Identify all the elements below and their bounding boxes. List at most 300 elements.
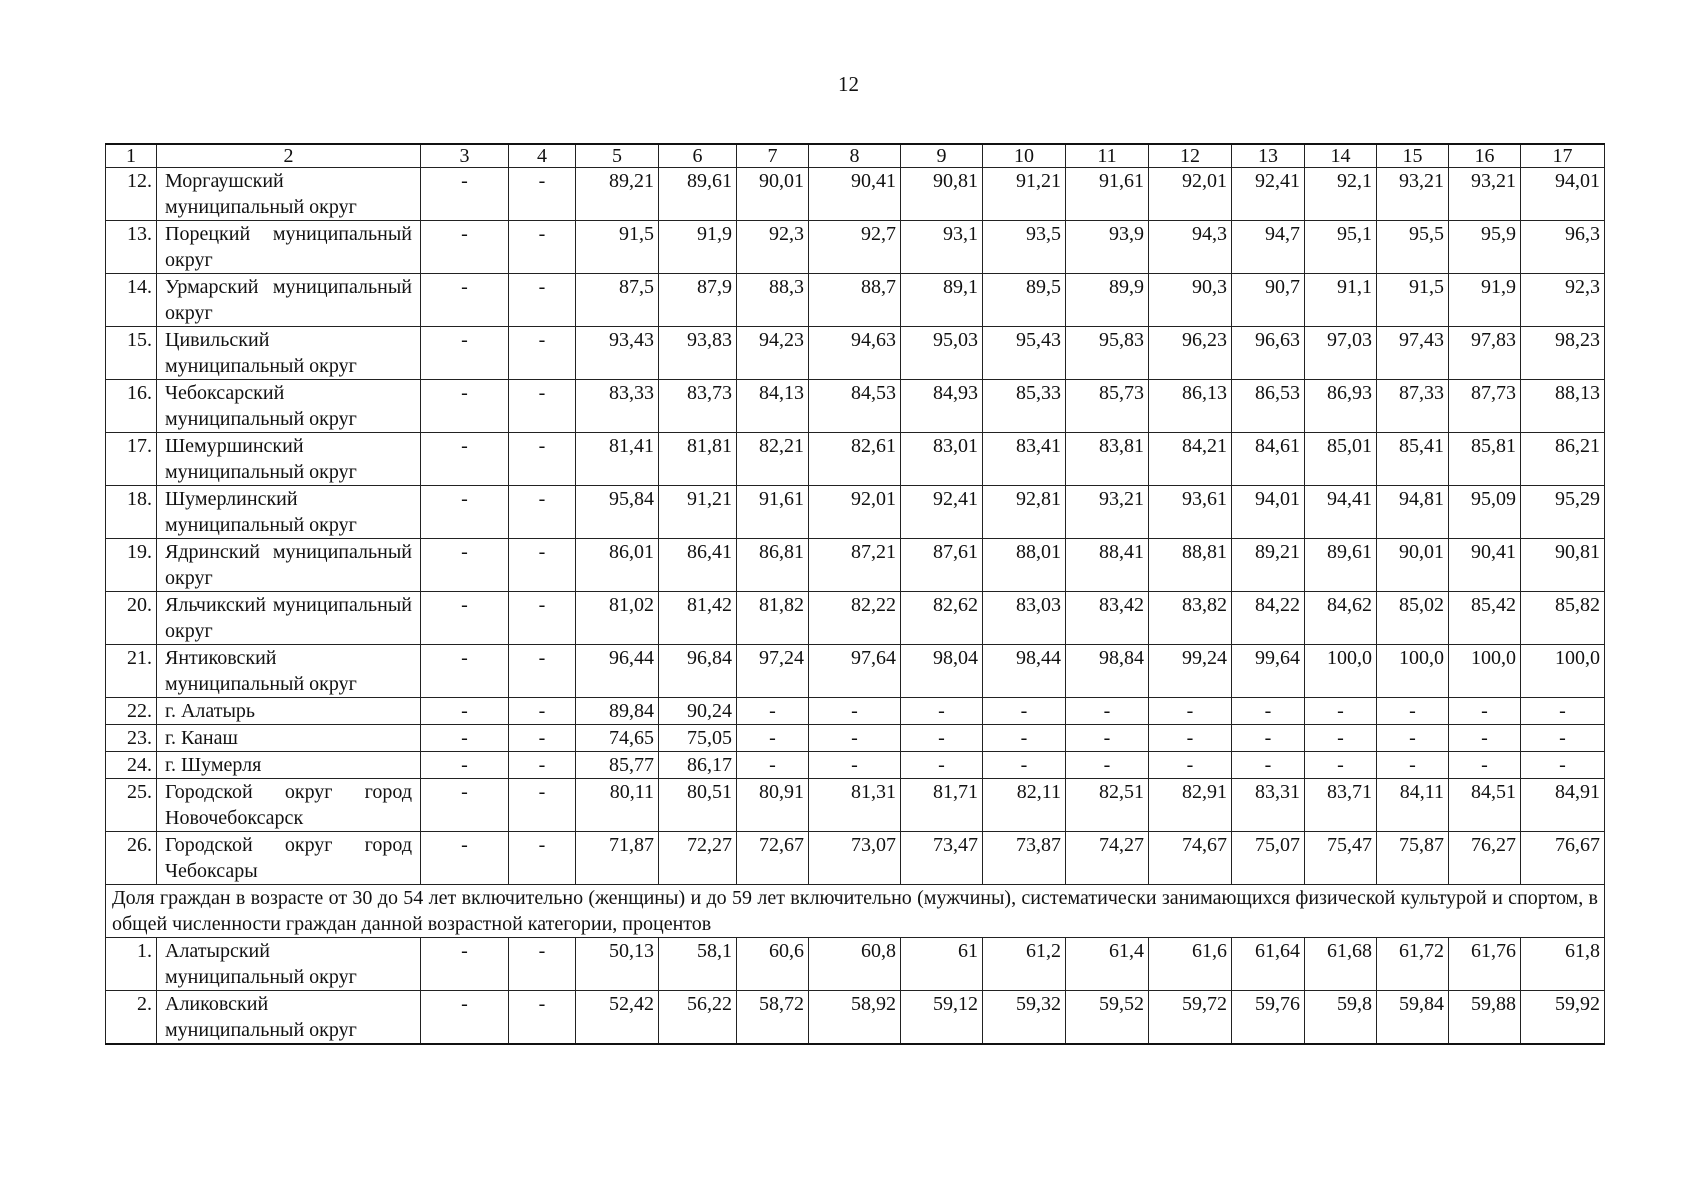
value-cell: - [509, 486, 576, 539]
municipality-name: Городской округ город Новочебоксарск [157, 779, 421, 832]
row-number: 12. [106, 168, 157, 221]
value-cell: 91,1 [1305, 274, 1377, 327]
value-cell: 75,05 [659, 725, 737, 752]
value-cell: 71,87 [576, 832, 659, 885]
value-cell: - [421, 327, 509, 380]
value-cell: 84,91 [1521, 779, 1605, 832]
table-row [106, 725, 1605, 752]
value-cell: 95,03 [901, 327, 983, 380]
table-row [106, 539, 1605, 592]
value-cell: 97,83 [1449, 327, 1521, 380]
value-cell: 82,62 [901, 592, 983, 645]
value-cell: 87,61 [901, 539, 983, 592]
column-number-header: 13 [1232, 144, 1305, 168]
value-cell: 81,31 [809, 779, 901, 832]
column-number-header: 8 [809, 144, 901, 168]
municipality-name: Городской округ город Чебоксары [157, 832, 421, 885]
value-cell: - [509, 539, 576, 592]
value-cell: 94,01 [1521, 168, 1605, 221]
value-cell: - [983, 698, 1066, 725]
table-row [106, 327, 1605, 380]
value-cell: 99,24 [1149, 645, 1232, 698]
value-cell: 83,31 [1232, 779, 1305, 832]
value-cell: 59,76 [1232, 991, 1305, 1045]
value-cell: 90,01 [1377, 539, 1449, 592]
value-cell: 83,41 [983, 433, 1066, 486]
value-cell: 56,22 [659, 991, 737, 1045]
value-cell: 83,33 [576, 380, 659, 433]
value-cell: 72,27 [659, 832, 737, 885]
value-cell: 86,41 [659, 539, 737, 592]
column-number-header: 3 [421, 144, 509, 168]
value-cell: 59,8 [1305, 991, 1377, 1045]
row-number: 21. [106, 645, 157, 698]
value-cell: 92,3 [737, 221, 809, 274]
value-cell: 93,21 [1066, 486, 1149, 539]
value-cell: - [421, 433, 509, 486]
value-cell: 90,41 [1449, 539, 1521, 592]
value-cell: 82,11 [983, 779, 1066, 832]
municipality-name: Шемуршинский муниципальный округ [157, 433, 421, 486]
value-cell: - [421, 991, 509, 1045]
value-cell: - [1305, 725, 1377, 752]
column-number-header: 11 [1066, 144, 1149, 168]
value-cell: 93,21 [1377, 168, 1449, 221]
value-cell: 92,7 [809, 221, 901, 274]
value-cell: - [1305, 752, 1377, 779]
municipality-name: Яльчикский муниципальный округ [157, 592, 421, 645]
value-cell: 61,68 [1305, 938, 1377, 991]
value-cell: - [509, 698, 576, 725]
value-cell: 88,01 [983, 539, 1066, 592]
value-cell: 93,1 [901, 221, 983, 274]
value-cell: 98,84 [1066, 645, 1149, 698]
value-cell: 97,24 [737, 645, 809, 698]
value-cell: 85,82 [1521, 592, 1605, 645]
value-cell: 93,83 [659, 327, 737, 380]
value-cell: 86,93 [1305, 380, 1377, 433]
value-cell: 82,61 [809, 433, 901, 486]
municipality-name: Аликовский муниципальный округ [157, 991, 421, 1045]
row-number: 14. [106, 274, 157, 327]
row-number: 24. [106, 752, 157, 779]
value-cell: - [1149, 725, 1232, 752]
value-cell: 81,81 [659, 433, 737, 486]
page-number: 12 [838, 72, 859, 96]
value-cell: - [1377, 725, 1449, 752]
value-cell: 87,73 [1449, 380, 1521, 433]
row-number: 18. [106, 486, 157, 539]
value-cell: 58,1 [659, 938, 737, 991]
value-cell: 94,23 [737, 327, 809, 380]
municipality-name: Янтиковский муниципальный округ [157, 645, 421, 698]
value-cell: 80,91 [737, 779, 809, 832]
value-cell: 90,81 [901, 168, 983, 221]
value-cell: 100,0 [1521, 645, 1605, 698]
table-row [106, 645, 1605, 698]
value-cell: 100,0 [1377, 645, 1449, 698]
column-number-header: 7 [737, 144, 809, 168]
row-number: 16. [106, 380, 157, 433]
value-cell: 86,13 [1149, 380, 1232, 433]
value-cell: - [421, 486, 509, 539]
value-cell: 95,83 [1066, 327, 1149, 380]
value-cell: 59,88 [1449, 991, 1521, 1045]
value-cell: 84,22 [1232, 592, 1305, 645]
value-cell: 75,87 [1377, 832, 1449, 885]
value-cell: - [509, 991, 576, 1045]
value-cell: 88,41 [1066, 539, 1149, 592]
value-cell: 97,03 [1305, 327, 1377, 380]
value-cell: 61,6 [1149, 938, 1232, 991]
value-cell: - [1377, 698, 1449, 725]
value-cell: - [809, 752, 901, 779]
value-cell: 58,72 [737, 991, 809, 1045]
value-cell: 87,33 [1377, 380, 1449, 433]
value-cell: - [1149, 698, 1232, 725]
value-cell: 75,07 [1232, 832, 1305, 885]
value-cell: - [421, 779, 509, 832]
municipality-name: Шумерлинский муниципальный округ [157, 486, 421, 539]
value-cell: - [1521, 725, 1605, 752]
value-cell: - [983, 752, 1066, 779]
value-cell: - [421, 698, 509, 725]
value-cell: 74,27 [1066, 832, 1149, 885]
table-row [106, 991, 1605, 1045]
value-cell: 73,07 [809, 832, 901, 885]
column-number-header: 6 [659, 144, 737, 168]
row-number: 17. [106, 433, 157, 486]
row-number: 15. [106, 327, 157, 380]
value-cell: - [1521, 752, 1605, 779]
municipality-name: Ядринский муниципальный округ [157, 539, 421, 592]
value-cell: 90,3 [1149, 274, 1232, 327]
value-cell: 83,42 [1066, 592, 1149, 645]
value-cell: 60,6 [737, 938, 809, 991]
value-cell: 94,81 [1377, 486, 1449, 539]
row-number: 13. [106, 221, 157, 274]
column-number-header: 4 [509, 144, 576, 168]
value-cell: 95,09 [1449, 486, 1521, 539]
value-cell: 89,61 [1305, 539, 1377, 592]
column-number-header: 14 [1305, 144, 1377, 168]
value-cell: 83,03 [983, 592, 1066, 645]
table-body [106, 144, 1605, 1044]
value-cell: 81,42 [659, 592, 737, 645]
value-cell: - [1149, 752, 1232, 779]
table-row [106, 274, 1605, 327]
value-cell: 61,8 [1521, 938, 1605, 991]
value-cell: - [509, 433, 576, 486]
value-cell: 91,21 [659, 486, 737, 539]
municipality-name: г. Шумерля [157, 752, 421, 779]
value-cell: - [509, 274, 576, 327]
value-cell: 61,64 [1232, 938, 1305, 991]
value-cell: 82,91 [1149, 779, 1232, 832]
value-cell: 73,87 [983, 832, 1066, 885]
value-cell: - [901, 698, 983, 725]
value-cell: 59,12 [901, 991, 983, 1045]
table-row [106, 592, 1605, 645]
value-cell: 84,53 [809, 380, 901, 433]
value-cell: 88,3 [737, 274, 809, 327]
value-cell: 85,81 [1449, 433, 1521, 486]
value-cell: - [421, 221, 509, 274]
value-cell: 92,01 [809, 486, 901, 539]
column-number-row [106, 144, 1605, 168]
value-cell: 85,01 [1305, 433, 1377, 486]
value-cell: - [1521, 698, 1605, 725]
value-cell: 84,13 [737, 380, 809, 433]
value-cell: - [421, 645, 509, 698]
value-cell: - [421, 539, 509, 592]
table-row [106, 380, 1605, 433]
value-cell: 91,61 [737, 486, 809, 539]
value-cell: 59,84 [1377, 991, 1449, 1045]
value-cell: 84,11 [1377, 779, 1449, 832]
value-cell: 95,84 [576, 486, 659, 539]
value-cell: 90,01 [737, 168, 809, 221]
value-cell: 91,9 [1449, 274, 1521, 327]
value-cell: 94,7 [1232, 221, 1305, 274]
value-cell: - [421, 725, 509, 752]
row-number: 23. [106, 725, 157, 752]
table-row [106, 752, 1605, 779]
row-number: 20. [106, 592, 157, 645]
value-cell: 89,84 [576, 698, 659, 725]
value-cell: - [509, 327, 576, 380]
value-cell: 88,7 [809, 274, 901, 327]
value-cell: - [509, 380, 576, 433]
value-cell: 89,61 [659, 168, 737, 221]
value-cell: 81,82 [737, 592, 809, 645]
value-cell: 92,3 [1521, 274, 1605, 327]
value-cell: 85,77 [576, 752, 659, 779]
value-cell: - [421, 168, 509, 221]
value-cell: 81,71 [901, 779, 983, 832]
municipality-name: г. Алатырь [157, 698, 421, 725]
value-cell: 90,7 [1232, 274, 1305, 327]
value-cell: 100,0 [1305, 645, 1377, 698]
value-cell: 86,17 [659, 752, 737, 779]
value-cell: - [421, 274, 509, 327]
row-number: 22. [106, 698, 157, 725]
value-cell: 84,93 [901, 380, 983, 433]
value-cell: - [421, 592, 509, 645]
value-cell: 92,01 [1149, 168, 1232, 221]
value-cell: 73,47 [901, 832, 983, 885]
municipality-name: Порецкий муниципальный округ [157, 221, 421, 274]
value-cell: 91,21 [983, 168, 1066, 221]
row-number: 26. [106, 832, 157, 885]
value-cell: 86,21 [1521, 433, 1605, 486]
municipality-name: Алатырский муниципальный округ [157, 938, 421, 991]
value-cell: 91,5 [1377, 274, 1449, 327]
value-cell: - [809, 698, 901, 725]
value-cell: - [1066, 698, 1149, 725]
value-cell: 61,76 [1449, 938, 1521, 991]
value-cell: 88,13 [1521, 380, 1605, 433]
value-cell: 85,42 [1449, 592, 1521, 645]
value-cell: 80,51 [659, 779, 737, 832]
value-cell: 96,23 [1149, 327, 1232, 380]
value-cell: 97,43 [1377, 327, 1449, 380]
value-cell: - [983, 725, 1066, 752]
table-row [106, 938, 1605, 991]
value-cell: - [509, 752, 576, 779]
value-cell: 59,92 [1521, 991, 1605, 1045]
value-cell: 89,21 [576, 168, 659, 221]
value-cell: 81,02 [576, 592, 659, 645]
row-number: 25. [106, 779, 157, 832]
value-cell: 59,52 [1066, 991, 1149, 1045]
value-cell: 83,82 [1149, 592, 1232, 645]
value-cell: 87,9 [659, 274, 737, 327]
value-cell: - [509, 221, 576, 274]
value-cell: - [509, 645, 576, 698]
value-cell: 86,81 [737, 539, 809, 592]
column-number-header: 9 [901, 144, 983, 168]
value-cell: - [737, 698, 809, 725]
municipality-name: Моргаушский муниципальный округ [157, 168, 421, 221]
table-row [106, 698, 1605, 725]
table-row [106, 221, 1605, 274]
value-cell: 82,21 [737, 433, 809, 486]
value-cell: 89,21 [1232, 539, 1305, 592]
value-cell: 97,64 [809, 645, 901, 698]
value-cell: 98,04 [901, 645, 983, 698]
value-cell: - [1449, 698, 1521, 725]
value-cell: 82,51 [1066, 779, 1149, 832]
value-cell: 76,27 [1449, 832, 1521, 885]
value-cell: 96,63 [1232, 327, 1305, 380]
value-cell: 76,67 [1521, 832, 1605, 885]
value-cell: 95,43 [983, 327, 1066, 380]
value-cell: 87,21 [809, 539, 901, 592]
column-number-header: 17 [1521, 144, 1605, 168]
value-cell: 93,9 [1066, 221, 1149, 274]
table-row [106, 168, 1605, 221]
value-cell: 80,11 [576, 779, 659, 832]
value-cell: - [421, 832, 509, 885]
value-cell: 95,9 [1449, 221, 1521, 274]
value-cell: 95,29 [1521, 486, 1605, 539]
value-cell: 89,1 [901, 274, 983, 327]
value-cell: 88,81 [1149, 539, 1232, 592]
value-cell: 74,65 [576, 725, 659, 752]
value-cell: 84,51 [1449, 779, 1521, 832]
value-cell: - [1066, 725, 1149, 752]
value-cell: 84,21 [1149, 433, 1232, 486]
table-row [106, 433, 1605, 486]
value-cell: - [421, 752, 509, 779]
table-row [106, 779, 1605, 832]
column-number-header: 10 [983, 144, 1066, 168]
value-cell: - [901, 725, 983, 752]
value-cell: 85,33 [983, 380, 1066, 433]
data-table [105, 143, 1605, 1045]
row-number: 19. [106, 539, 157, 592]
value-cell: 91,9 [659, 221, 737, 274]
value-cell: 94,63 [809, 327, 901, 380]
value-cell: - [1066, 752, 1149, 779]
value-cell: 87,5 [576, 274, 659, 327]
table-row [106, 832, 1605, 885]
value-cell: 100,0 [1449, 645, 1521, 698]
column-number-header: 15 [1377, 144, 1449, 168]
value-cell: 86,53 [1232, 380, 1305, 433]
value-cell: 92,81 [983, 486, 1066, 539]
municipality-name: Урмарский муниципальный округ [157, 274, 421, 327]
value-cell: 82,22 [809, 592, 901, 645]
column-number-header: 12 [1149, 144, 1232, 168]
value-cell: 91,61 [1066, 168, 1149, 221]
section-title-row [106, 885, 1605, 938]
value-cell: - [509, 832, 576, 885]
value-cell: 61,2 [983, 938, 1066, 991]
value-cell: - [737, 752, 809, 779]
municipality-name: г. Канаш [157, 725, 421, 752]
value-cell: 95,1 [1305, 221, 1377, 274]
table-row [106, 486, 1605, 539]
value-cell: - [509, 779, 576, 832]
value-cell: - [809, 725, 901, 752]
value-cell: 90,24 [659, 698, 737, 725]
value-cell: 95,5 [1377, 221, 1449, 274]
value-cell: 93,21 [1449, 168, 1521, 221]
value-cell: 93,5 [983, 221, 1066, 274]
value-cell: 61 [901, 938, 983, 991]
value-cell: 92,41 [901, 486, 983, 539]
value-cell: 75,47 [1305, 832, 1377, 885]
value-cell: 52,42 [576, 991, 659, 1045]
value-cell: 81,41 [576, 433, 659, 486]
value-cell: 84,62 [1305, 592, 1377, 645]
value-cell: - [1305, 698, 1377, 725]
value-cell: 98,44 [983, 645, 1066, 698]
value-cell: 84,61 [1232, 433, 1305, 486]
section-title: Доля граждан в возрасте от 30 до 54 лет включительно (женщины) и до 59 лет включительно (мужчины), систематически занимающихся физической культурой и спортом, в общей численности граждан данной возрастной категории, процентов [106, 885, 1605, 938]
value-cell: - [421, 938, 509, 991]
value-cell: 96,44 [576, 645, 659, 698]
value-cell: 83,01 [901, 433, 983, 486]
value-cell: 83,73 [659, 380, 737, 433]
value-cell: - [901, 752, 983, 779]
value-cell: - [1232, 698, 1305, 725]
value-cell: 94,41 [1305, 486, 1377, 539]
value-cell: 60,8 [809, 938, 901, 991]
value-cell: 59,72 [1149, 991, 1232, 1045]
column-number-header: 2 [157, 144, 421, 168]
value-cell: 61,72 [1377, 938, 1449, 991]
value-cell: 89,9 [1066, 274, 1149, 327]
value-cell: 83,71 [1305, 779, 1377, 832]
row-number: 1. [106, 938, 157, 991]
value-cell: - [1449, 752, 1521, 779]
value-cell: 92,41 [1232, 168, 1305, 221]
value-cell: - [1232, 725, 1305, 752]
value-cell: 89,5 [983, 274, 1066, 327]
column-number-header: 16 [1449, 144, 1521, 168]
value-cell: 83,81 [1066, 433, 1149, 486]
value-cell: 58,92 [809, 991, 901, 1045]
value-cell: - [421, 380, 509, 433]
value-cell: 85,02 [1377, 592, 1449, 645]
municipality-name: Цивильский муниципальный округ [157, 327, 421, 380]
value-cell: 72,67 [737, 832, 809, 885]
value-cell: 99,64 [1232, 645, 1305, 698]
value-cell: 61,4 [1066, 938, 1149, 991]
